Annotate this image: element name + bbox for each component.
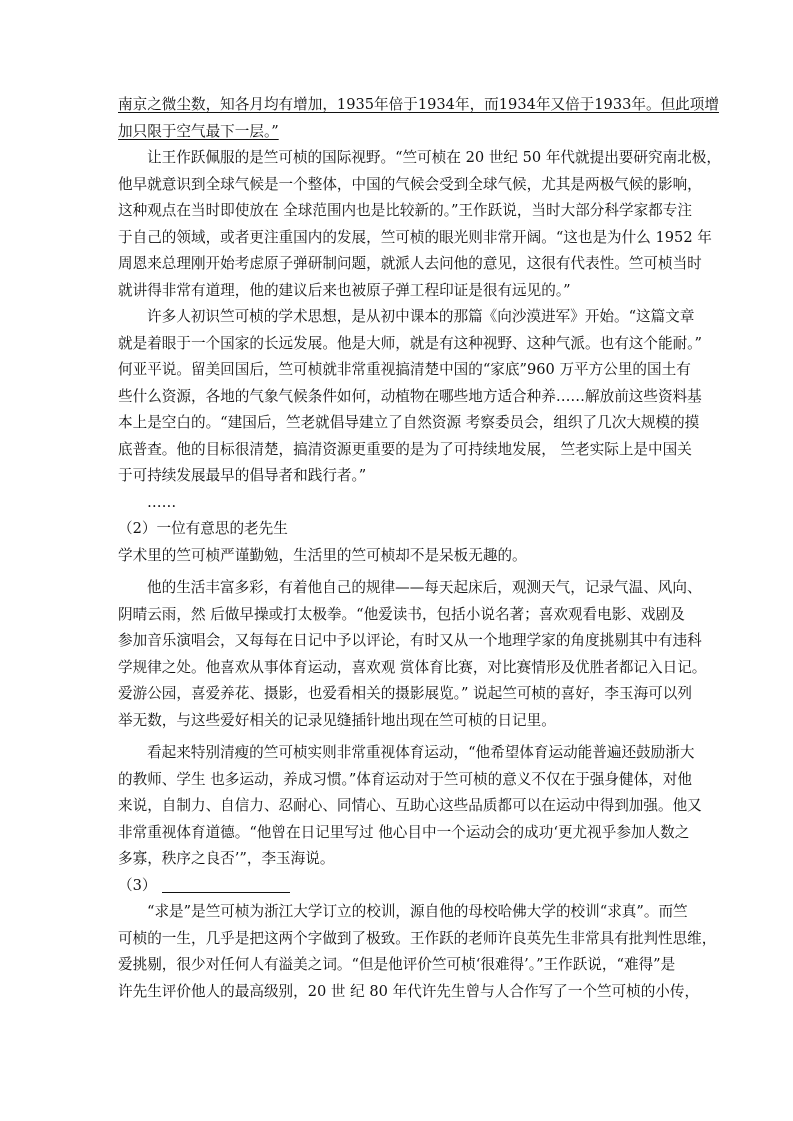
text-line: 他早就意识到全球气候是一个整体，中国的气候会受到全球气候，尤其是两极气候的影响， [118, 175, 702, 193]
text-line: 非常重视体育道德。“他曾在日记里写过 他心目中一个运动会的成功‘更尤视乎参加人数之 [118, 823, 690, 841]
text-line: 加只限于空气最下一层。” [118, 122, 279, 140]
text-line: 爱游公园，喜爱养花、摄影，也爱看相关的摄影展览。” 说起竺可桢的喜好，李玉海可以列 [118, 685, 692, 702]
section-3-label: （3） [118, 876, 157, 894]
text-line: 于自己的领域，或者更注重国内的发展，竺可桢的眼光则非常开阔。“这也是为什么 1952 年 [118, 228, 712, 246]
text-line: 学规律之处。他喜欢从事体育运动，喜欢观 赏体育比赛，对比赛情形及优胜者都记入日记。 [118, 658, 707, 676]
text-line: 来说，自制力、自信力、忍耐心、同情心、互助心这些品质都可以在运动中得到加强。他又 [118, 797, 702, 814]
text-line: 南京之微尘数，知各月均有增加，1935年倍于1934年，而1934年又倍于1933年。但此项增 [118, 96, 719, 113]
fill-in-blank [162, 878, 290, 893]
text-line: 就是着眼于一个国家的长远发展。他是大师，就是有这种视野、这种气派。也有这个能耐。” [118, 334, 702, 352]
text-line: 可桢的一生，几乎是把这两个字做到了极致。王作跃的老师许良英先生非常具有批判性思维， [118, 929, 717, 947]
text-line: 许先生评价他人的最高级别，20 世 纪 80 年代许先生曾与人合作写了一个竺可桢的小传， [118, 982, 700, 1000]
text-line: 让王作跃佩服的是竺可桢的国际视野。“竺可桢在 20 世纪 50 年代就提出要研究南北极， [147, 149, 721, 166]
text-line: 参加音乐演唱会，又每每在日记中予以评论，有时又从一个地理学家的角度挑剔其中有违科 [118, 632, 702, 649]
paragraph-qiushi [118, 899, 717, 1005]
section-3-heading [118, 873, 678, 900]
paragraph-sports [118, 740, 702, 873]
text-line: 底普查。他的目标很清楚，搞清资源更重要的是为了可持续地发展， 竺老实际上是中国关 [118, 440, 692, 458]
quote-tail [118, 92, 719, 145]
text-line: 看起来特别清瘦的竺可桢实则非常重视体育运动，“他希望体育运动能普遍还鼓励浙大 [147, 744, 695, 761]
text-line: 周恩来总理刚开始考虑原子弹研制问题，就派人去问他的意见，这很有代表性。竺可桢当时 [118, 255, 702, 272]
text-line: 他的生活丰富多彩，有着他自己的规律——每天起床后，观测天气，记录气温、风向、 [147, 579, 702, 596]
text-line: 多寡，秩序之良否’”，李玉海说。 [118, 850, 335, 867]
paragraph-sustainable-development [118, 304, 702, 490]
text-line: 这种观点在当时即使放在 全球范围内也是比较新的。”王作跃说，当时大部分科学家都专注 [118, 202, 692, 219]
paragraph-international-vision [118, 145, 721, 304]
text-line: 本上是空白的。“建国后，竺老就倡导建立了自然资源 考察委员会，组织了几次大规模的摸 [118, 414, 700, 431]
paragraph-hobbies [118, 575, 707, 734]
section-2-heading: （2）一位有意思的老先生 [118, 520, 288, 537]
text-line: 些什么资源，各地的气象气候条件如何，动植物在哪些地方适合种养……解放前这些资料基 [118, 387, 702, 405]
text-line: “求是”是竺可桢为浙江大学订立的校训，源自他的母校哈佛大学的校训“求真”。而竺 [147, 903, 688, 920]
document-body [118, 92, 721, 1005]
text-line: 许多人初识竺可桢的学术思想，是从初中课本的那篇《向沙漠进军》开始。“这篇文章 [147, 308, 695, 325]
text-line: 阴晴云雨，然 后做早操或打太极拳。“他爱读书，包括小说名著；喜欢观看电影、戏剧及 [118, 605, 685, 623]
text-line: 举无数，与这些爱好相关的记录见缝插针地出现在竺可桢的日记里。 [118, 711, 556, 729]
ellipsis: …… [147, 493, 177, 511]
text-line: 于可持续发展最早的倡导者和践行者。” [118, 467, 367, 484]
text-line: 的教师、学生 也多运动，养成习惯。”体育运动对于竺可桢的意义不仅在于强身健体，对他 [118, 770, 692, 788]
section-2-intro: 学术里的竺可桢严谨勤勉，生活里的竺可桢却不是呆板无趣的。 [118, 546, 527, 564]
text-line: 爱挑剔，很少对任何人有溢美之词。“但是他评价竺可桢‘很难得’。”王作跃说，“难得”是 [118, 956, 676, 973]
text-line: 就讲得非常有道理，他的建议后来也被原子弹工程印证是很有远见的。” [118, 281, 571, 299]
text-line: 何亚平说。留美回国后，竺可桢就非常重视搞清楚中国的“家底”960 万平方公里的国土有 [118, 361, 691, 378]
